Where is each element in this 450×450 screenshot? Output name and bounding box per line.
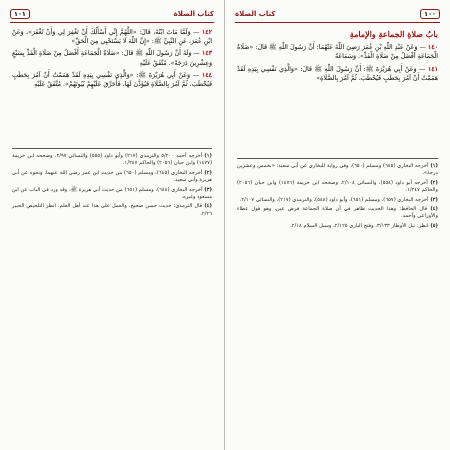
footnote	[237, 223, 438, 230]
left-chapter-heading: كتاب الصلاة	[173, 10, 214, 18]
right-page	[225, 0, 450, 450]
footnote	[12, 170, 212, 185]
hadith-text: وَعَنْ عَبْدِ اللّٰهِ بْنِ عُمَرَ رَضِيَ اللّٰهُ عَنْهُمَا: أَنَّ رَسُولَ اللّٰهِ ﷺ قَالَ: «صَلَاةُ الْجَمَاعَةِ أَفْضَلُ مِنْ صَلَاةِ الْفَذِّ». وَسَمَاعَةُ	[237, 44, 438, 61]
footnote-separator	[12, 148, 212, 149]
hadith-paragraph: ١٤٣ — وَلَهُ أَنَّ رَسُولَ اللّٰهِ ﷺ قَالَ: «صَلَاةُ الْجَمَاعَةِ أَفْضَلُ مِنْ صَلَاةِ الْفَذِّ بِسَبْعٍ وَعِشْرِينَ دَرَجَةً». مُتَّفَقٌ عَلَيْهِ	[12, 50, 212, 67]
right-page-number: ١٠٠	[420, 9, 440, 19]
footnote-text: انظر: نيل الأوطار ٣/١٣٣، وفتح الباري ٢/١٢٥، وسبل السلام ٢/١٨.	[290, 222, 429, 229]
hadith-paragraph: ١٤٢ — وَلَمَّا مَاتَ ابْنُهُ، قَالَ: «اللَّهُمَّ إِنِّي أَسْأَلُكَ أَنْ تَغْفِرَ لِي وَأَنْ تُغْفَرَ»، وَعَنْ ابْنِ عُمَرَ، عَنِ النَّبِيِّ ﷺ: «إِنَّ اللّٰهَ لَا يَسْتَحْيِي مِنَ الْحَقِّ»	[12, 29, 212, 46]
footnote-text: أخرجه البخاري (٦٤٤)، ومسلم (٦٥١) من حديث أبي هريرة ﷺ، وقد ورد في الباب عن ابن مسعود وغيره.	[12, 186, 212, 201]
footnote-number: (٣)	[430, 196, 438, 203]
footnote-separator	[237, 158, 438, 159]
hadith-text: وَعَنْ أَبِي هُرَيْرَةَ ﷺ: «وَالَّذِي نَفْسِي بِيَدِهِ لَقَدْ هَمَمْتُ أَنْ آمُرَ بِحَطَبٍ فَيُحْطَبَ، ثُمَّ آمُرَ بِالصَّلَاةِ فَيُؤَذَّنَ لَهَا، فَأُحَرِّقَ عَلَيْهِمْ بُيُوتَهُمْ». مُتَّفَقٌ عَلَيْهِ	[12, 71, 212, 89]
footnote-number: (٥)	[430, 222, 438, 229]
footnote-number: (٤)	[204, 203, 212, 210]
footnote	[12, 203, 212, 218]
hadith-text: وَلَمَّا مَاتَ ابْنُهُ، قَالَ: «اللَّهُمَّ إِنِّي أَسْأَلُكَ أَنْ تَغْفِرَ لِي وَأَنْ تُغْفَرَ»، وَعَنْ ابْنِ عُمَرَ، عَنِ النَّبِيِّ ﷺ: «إِنَّ اللّٰهَ لَا يَسْتَحْيِي مِنَ الْحَقِّ»	[12, 29, 212, 46]
footnote-text: أخرجه أبو داود (٥٥٤)، والنسائي ٢/١٠٤، وصححه ابن خزيمة (١٤٧٦) وابن حبان (٢٠٥٦) والحاكم ١/٢٤٧.	[237, 179, 438, 194]
left-page-header	[10, 6, 214, 23]
footnote-number: (٢)	[204, 169, 212, 176]
footnote-text: أخرجه البخاري (٦٤٥) ومسلم (٦٥٠)، وفي رواية للبخاري عن أبي سعيد: «بخمس وعشرين درجة».	[237, 163, 438, 177]
hadith-text: وَلَهُ أَنَّ رَسُولَ اللّٰهِ ﷺ قَالَ: «صَلَاةُ الْجَمَاعَةِ أَفْضَلُ مِنْ صَلَاةِ الْفَذِّ بِسَبْعٍ وَعِشْرِينَ دَرَجَةً». مُتَّفَقٌ عَلَيْهِ	[12, 50, 212, 67]
footnote-number: (١)	[204, 153, 212, 159]
footnote-text: قال الترمذي: حديث حسن صحيح، والعمل على هذا عند أهل العلم. انظر التلخيص الحبير ٢/٢٦.	[12, 203, 212, 217]
right-footnotes	[237, 163, 438, 232]
footnote-text: قال الحافظ: وهذا الحديث ظاهر في أن صلاة الجماعة فرض عين، وهو قول عطاء والأوزاعي وأحمد.	[237, 206, 438, 220]
footnote	[237, 180, 438, 195]
right-chapter-heading: كتاب الصلاة	[235, 10, 276, 18]
footnote-number: (٣)	[204, 186, 213, 193]
footnote-text: أخرجه البخاري (٦٥٧)، ومسلم (٦٥١)، وأبو داود (٥٤٨)، والترمذي (٢١٧)، والنسائي ٢/١٠٧.	[239, 196, 429, 203]
footnote-number: (٢)	[430, 179, 438, 186]
hadith-paragraph: ١٤٤ — وَعَنْ أَبِي هُرَيْرَةَ ﷺ: «وَالَّذِي نَفْسِي بِيَدِهِ لَقَدْ هَمَمْتُ أَنْ آمُرَ بِحَطَبٍ فَيُحْطَبَ، ثُمَّ آمُرَ بِالصَّلَاةِ فَيُؤَذَّنَ لَهَا، فَأُحَرِّقَ عَلَيْهِمْ بُيُوتَهُمْ». مُتَّفَقٌ عَلَيْهِ	[12, 71, 212, 89]
left-page-number: ١٠١	[10, 9, 30, 19]
hadith-number: ١٤٢	[201, 29, 212, 36]
hadith-number: ١٤١	[427, 65, 438, 73]
footnote-number: (٤)	[430, 206, 438, 213]
footnote	[12, 187, 212, 202]
footnote	[237, 206, 438, 221]
footnote	[12, 153, 212, 168]
chapter-title: بابُ صلاةِ الجماعةِ والإمامةِ	[349, 29, 438, 39]
footnote-text: أخرجه البخاري (٦٤٥)، ومسلم (٦٥٠) من حديث ابن عمر رضي الله عنهما، ونحوه عن أبي هريرة وأبي سعيد.	[12, 169, 212, 184]
hadith-paragraph: ١٤٠ — وَعَنْ عَبْدِ اللّٰهِ بْنِ عُمَرَ رَضِيَ اللّٰهُ عَنْهُمَا: أَنَّ رَسُولَ اللّٰهِ ﷺ قَالَ: «صَلَاةُ الْجَمَاعَةِ أَفْضَلُ مِنْ صَلَاةِ الْفَذِّ». وَسَمَاعَةُ	[237, 44, 438, 61]
hadith-paragraph: ١٤١ — وَعَنْ أَبِي هُرَيْرَةَ ﷺ: أَنَّ رَسُولَ اللّٰهِ ﷺ قَالَ: «وَالَّذِي نَفْسِي بِيَدِهِ لَقَدْ هَمَمْتُ أَنْ آمُرَ بِحَطَبٍ فَيُحْطَبَ، ثُمَّ آمُرَ بِالصَّلَاةِ»	[237, 65, 438, 82]
footnote-text: أخرجه أحمد ٥/٢٠٠ والترمذي (٢١٧) وأبو داود (٥٥٥) والنسائي ٢/٩٧، وصححه ابن خزيمة (١٤٧٧) وابن حبان (٢٠٥٦) والحاكم ١/٢٤٧.	[12, 153, 212, 167]
footnote	[237, 163, 438, 178]
right-main-text	[237, 28, 438, 86]
hadith-number: ١٤٤	[201, 71, 212, 79]
hadith-number: ١٤٣	[201, 50, 212, 58]
hadith-text: وَعَنْ أَبِي هُرَيْرَةَ ﷺ: أَنَّ رَسُولَ اللّٰهِ ﷺ قَالَ: «وَالَّذِي نَفْسِي بِيَدِهِ لَقَدْ هَمَمْتُ أَنْ آمُرَ بِحَطَبٍ فَيُحْطَبَ، ثُمَّ آمُرَ بِالصَّلَاةِ»	[237, 65, 438, 82]
footnote	[237, 197, 438, 204]
hadith-number: ١٤٠	[427, 44, 438, 52]
left-footnotes	[12, 153, 212, 220]
footnote-number: (١)	[430, 163, 438, 169]
right-page-header	[235, 6, 440, 23]
left-main-text	[12, 28, 212, 92]
